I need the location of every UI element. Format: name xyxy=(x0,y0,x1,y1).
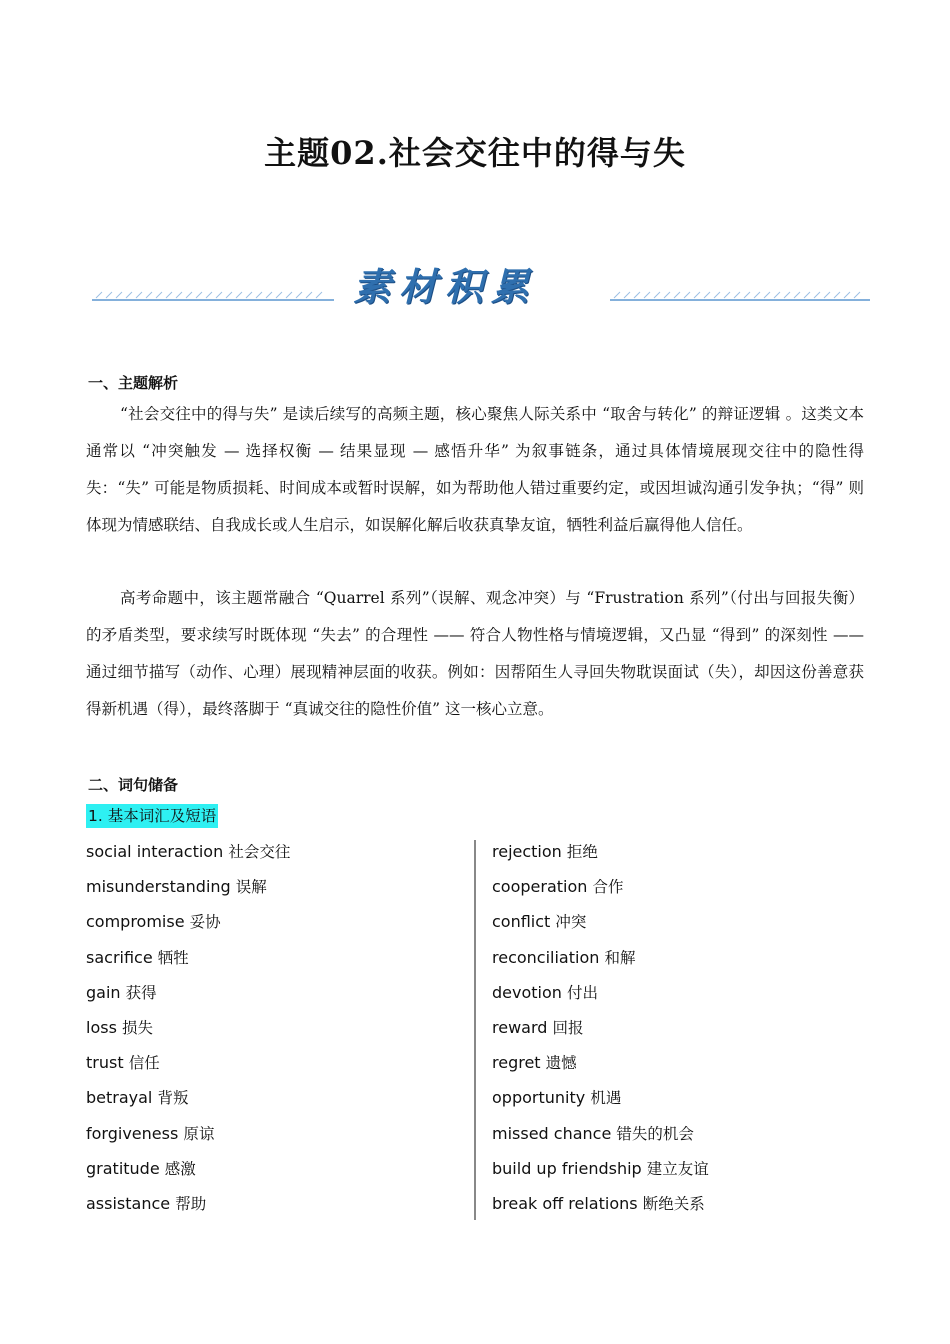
vocab-english: cooperation xyxy=(492,877,588,897)
vocab-item xyxy=(492,1082,872,1117)
vocab-chinese: 社会交往 xyxy=(228,843,291,861)
vocab-english: reward xyxy=(492,1017,548,1037)
vocab-english: forgiveness xyxy=(86,1123,179,1143)
vocab-subheading xyxy=(86,804,218,828)
vocab-subheading-number: 1. xyxy=(88,807,103,825)
banner-title: 素材积累 xyxy=(352,264,537,309)
vocab-chinese: 付出 xyxy=(567,983,599,1002)
section-heading-vocab: 二、词句储备 xyxy=(88,776,179,794)
vocab-english: missed chance xyxy=(492,1123,612,1143)
vocab-item xyxy=(86,1153,466,1188)
section-heading-analysis: 一、主题解析 xyxy=(88,374,179,392)
analysis-paragraph-2: 高考命题中，该主题常融合 “Quarrel 系列”（误解、观念冲突）与 “Frustration 系列”（付出与回报失衡）的矛盾类型，要求续写时既体现 “失去” 的合理性 —— 符合人物性格与情境逻辑，又凸显 “得到” 的深刻性 —— 通过细节描写（动作、心理）展现精神层面的收获。例如：因帮陌生人寻回失物耽误面试（失），却因这份善意获得新机遇（得），最终落脚于 “真诚交往的隐性价值” 这一核心立意。 xyxy=(86,589,864,718)
vocab-chinese: 信任 xyxy=(128,1054,160,1073)
vocab-english: trust xyxy=(86,1053,124,1073)
vocab-english: rejection xyxy=(492,842,562,861)
vocab-chinese: 断绝关系 xyxy=(642,1194,705,1213)
vocab-chinese: 合作 xyxy=(592,878,624,897)
vocab-list-right xyxy=(492,836,872,1223)
vocab-chinese: 冲突 xyxy=(555,913,587,932)
vocab-chinese: 回报 xyxy=(552,1018,584,1037)
vocab-item xyxy=(86,1188,466,1223)
vocab-english: regret xyxy=(492,1053,541,1073)
vocab-chinese: 感激 xyxy=(164,1159,196,1178)
vocab-english: break off relations xyxy=(492,1193,638,1213)
vocab-english: misunderstanding xyxy=(86,877,231,897)
vocab-item xyxy=(492,1153,872,1188)
vocab-item xyxy=(492,1188,872,1223)
vocab-item xyxy=(86,1118,466,1153)
vocab-item xyxy=(86,906,466,941)
vocab-english: devotion xyxy=(492,982,562,1002)
vocab-english: conflict xyxy=(492,912,551,932)
vocab-chinese: 原谅 xyxy=(183,1124,215,1143)
vocab-item xyxy=(86,942,466,977)
vocab-chinese: 错失的机会 xyxy=(616,1124,694,1143)
vocab-chinese: 机遇 xyxy=(590,1089,622,1108)
vocab-item xyxy=(86,1082,466,1117)
vocab-chinese: 背叛 xyxy=(157,1089,189,1108)
vocab-item xyxy=(492,1012,872,1047)
vocab-chinese: 拒绝 xyxy=(566,843,598,861)
vocab-item xyxy=(492,1118,872,1153)
vocab-item xyxy=(492,942,872,977)
vocab-english: assistance xyxy=(86,1193,171,1213)
vocab-english: sacrifice xyxy=(86,947,153,967)
vocab-english: opportunity xyxy=(492,1088,586,1108)
vocab-subheading-text: 基本词汇及短语 xyxy=(107,807,217,825)
vocab-item xyxy=(492,836,872,871)
vocab-list-left xyxy=(86,836,466,1223)
vocab-chinese: 帮助 xyxy=(175,1194,207,1213)
vocab-item xyxy=(86,836,466,871)
vocab-item xyxy=(492,977,872,1012)
vocab-english: social interaction xyxy=(86,842,224,861)
vocab-item xyxy=(492,906,872,941)
vocab-chinese: 误解 xyxy=(235,878,267,897)
banner-decor-right xyxy=(610,288,870,302)
vocab-english: reconciliation xyxy=(492,947,600,967)
column-divider xyxy=(474,840,476,1220)
vocab-item xyxy=(492,1047,872,1082)
vocab-item xyxy=(86,1047,466,1082)
vocab-chinese: 遗憾 xyxy=(545,1054,577,1073)
vocab-item xyxy=(492,871,872,906)
vocab-english: betrayal xyxy=(86,1088,153,1108)
vocab-chinese: 建立友谊 xyxy=(646,1159,709,1178)
vocab-english: build up friendship xyxy=(492,1158,642,1178)
vocab-item xyxy=(86,871,466,906)
vocab-english: gratitude xyxy=(86,1158,160,1178)
banner-decor-left xyxy=(92,288,334,302)
vocab-english: gain xyxy=(86,982,121,1002)
vocab-item xyxy=(86,1012,466,1047)
analysis-paragraph-1: “社会交往中的得与失” 是读后续写的高频主题，核心聚焦人际关系中 “取舍与转化” 的辩证逻辑 。这类文本通常以 “冲突触发 — 选择权衡 — 结果显现 — 感悟升华” 为叙事链条，通过具体情境展现交往中的隐性得失：“失” 可能是物质损耗、时间成本或暂时误解，如为帮助他人错过重要约定，或因坦诚沟通引发争执；“得” 则体现为情感联结、自我成长或人生启示，如误解化解后收获真挚友谊，牺牲利益后赢得他人信任。 xyxy=(86,405,864,534)
vocab-chinese: 妥协 xyxy=(189,913,221,932)
vocab-item xyxy=(86,977,466,1012)
vocab-chinese: 损失 xyxy=(122,1018,154,1037)
vocab-chinese: 牺牲 xyxy=(157,948,189,967)
vocab-english: compromise xyxy=(86,912,185,932)
page-title: 主题02.社会交往中的得与失 xyxy=(264,134,686,172)
vocab-chinese: 获得 xyxy=(125,983,157,1002)
vocab-chinese: 和解 xyxy=(604,948,636,967)
vocab-english: loss xyxy=(86,1017,117,1037)
